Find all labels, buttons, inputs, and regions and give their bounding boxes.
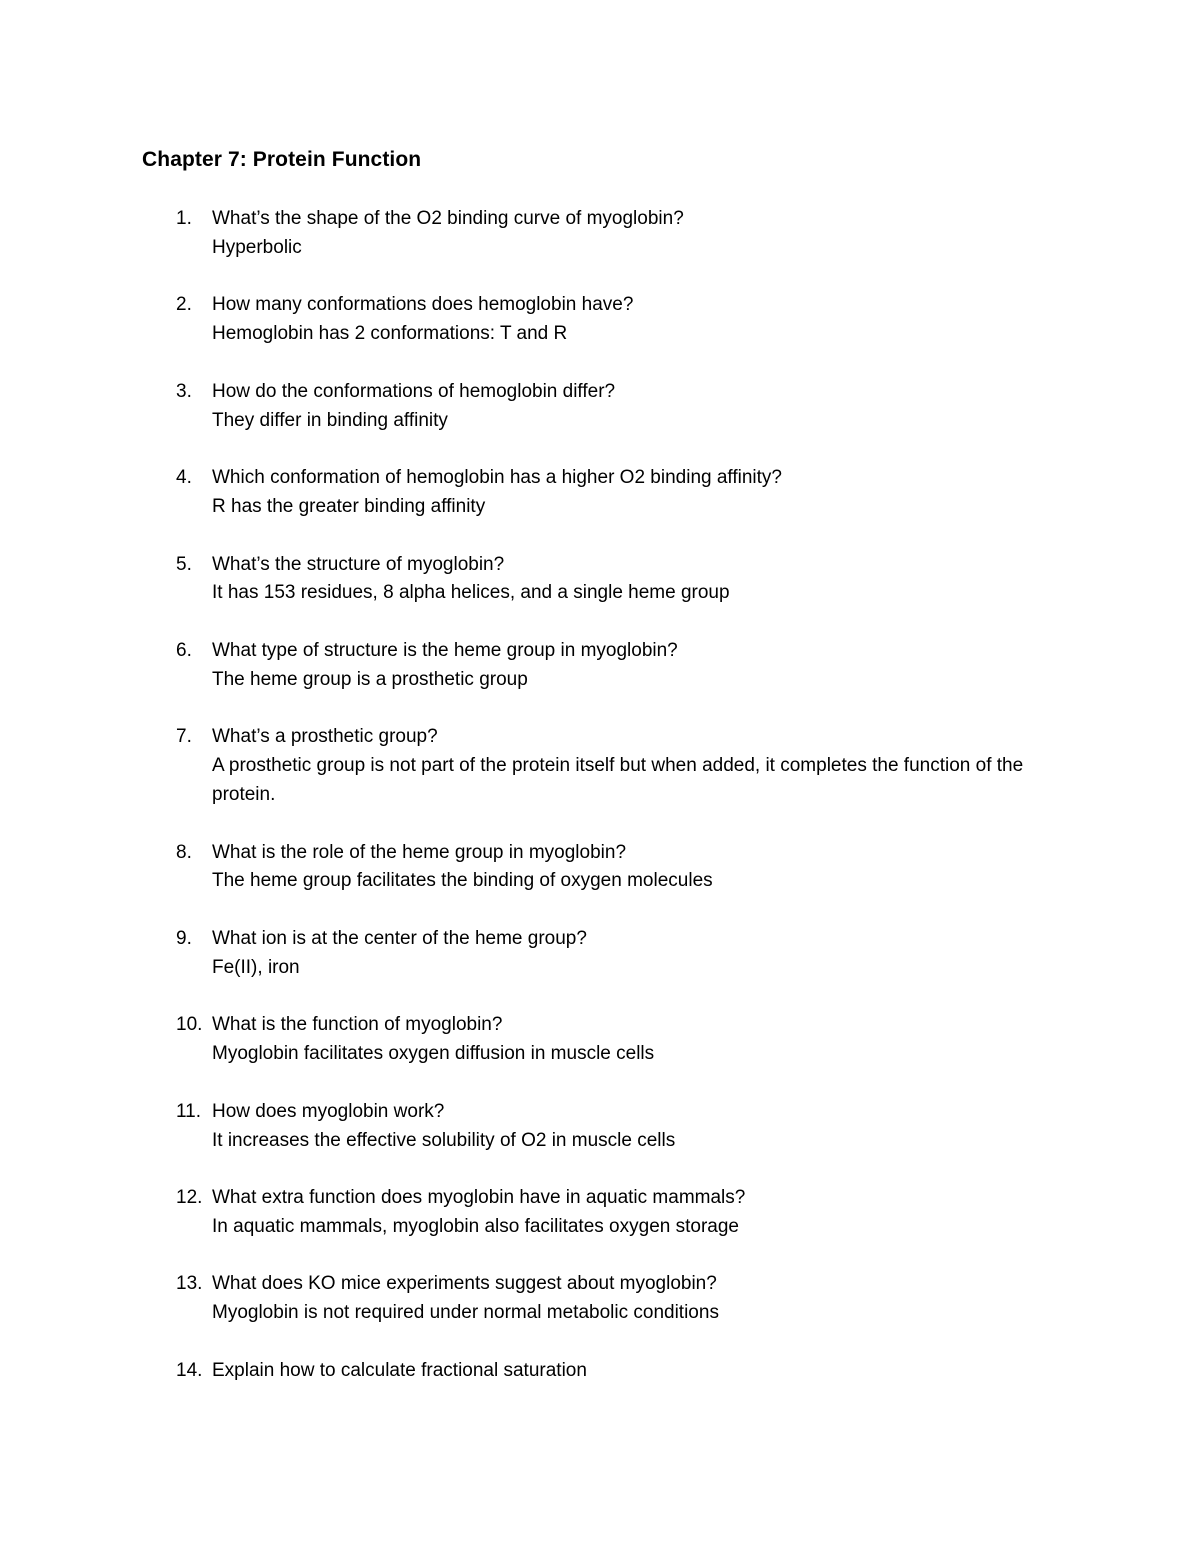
page-title: Chapter 7: Protein Function xyxy=(142,148,422,171)
question-number: 1. xyxy=(176,208,192,229)
question-item-13 xyxy=(142,1270,1042,1328)
question-text: What does KO mice experiments suggest about myoglobin? xyxy=(212,1273,717,1295)
question-text: Which conformation of hemoglobin has a higher O2 binding affinity? xyxy=(212,467,782,489)
question-number: 6. xyxy=(176,639,192,661)
question-text: What’s a prosthetic group? xyxy=(212,726,438,748)
question-text: What extra function does myoglobin have in aquatic mammals? xyxy=(212,1187,746,1209)
question-item-11 xyxy=(142,1098,1042,1156)
question-text: What type of structure is the heme group in myoglobin? xyxy=(212,639,678,661)
question-text: What ion is at the center of the heme group? xyxy=(212,927,587,949)
answer-text: The heme group facilitates the binding of oxygen molecules xyxy=(212,870,713,892)
question-item-3 xyxy=(142,378,1042,436)
question-text: How many conformations does hemoglobin have? xyxy=(212,294,634,316)
question-number: 10. xyxy=(176,1014,203,1036)
question-item-12 xyxy=(142,1184,1042,1242)
question-number: 4. xyxy=(176,467,192,489)
question-number: 5. xyxy=(176,553,192,575)
question-item-9 xyxy=(142,925,1042,983)
question-item-4 xyxy=(142,464,1042,522)
question-item-5 xyxy=(142,551,1042,609)
question-item-6 xyxy=(142,637,1042,695)
answer-text: Myoglobin is not required under normal metabolic conditions xyxy=(212,1302,719,1324)
question-number: 12. xyxy=(176,1187,203,1209)
question-text: What is the role of the heme group in myoglobin? xyxy=(212,841,627,863)
question-number: 2. xyxy=(176,294,192,316)
answer-text: It increases the effective solubility of O2 in muscle cells xyxy=(212,1129,676,1151)
question-item-14 xyxy=(142,1357,1042,1386)
answer-text: Fe(II), iron xyxy=(212,956,300,978)
answer-text: They differ in binding affinity xyxy=(212,409,448,431)
question-number: 9. xyxy=(176,927,192,949)
question-text: Explain how to calculate fractional saturation xyxy=(212,1359,587,1381)
answer-text: Hyperbolic xyxy=(212,236,302,258)
question-text: What is the function of myoglobin? xyxy=(212,1014,503,1036)
question-number: 14. xyxy=(176,1359,203,1381)
question-number: 13. xyxy=(176,1273,203,1295)
answer-text: It has 153 residues, 8 alpha helices, and a single heme group xyxy=(212,582,730,604)
question-item-10 xyxy=(142,1011,1042,1069)
question-item-8 xyxy=(142,839,1042,897)
answer-text: A prosthetic group is not part of the protein itself but when added, it completes the function of the protein. xyxy=(212,755,1024,805)
answer-text: In aquatic mammals, myoglobin also facilitates oxygen storage xyxy=(212,1215,739,1237)
question-text: What’s the shape of the O2 binding curve of myoglobin? xyxy=(212,208,684,229)
question-item-1 xyxy=(142,205,1042,263)
question-text: How do the conformations of hemoglobin differ? xyxy=(212,380,616,402)
answer-text: R has the greater binding affinity xyxy=(212,495,486,517)
question-number: 7. xyxy=(176,726,192,748)
question-text: How does myoglobin work? xyxy=(212,1100,445,1122)
question-number: 11. xyxy=(176,1100,202,1122)
question-item-7 xyxy=(142,723,1042,809)
answer-text: Hemoglobin has 2 conformations: T and R xyxy=(212,323,568,345)
question-number: 3. xyxy=(176,380,192,402)
answer-text: Myoglobin facilitates oxygen diffusion in muscle cells xyxy=(212,1043,655,1065)
question-item-2 xyxy=(142,291,1042,349)
question-text: What’s the structure of myoglobin? xyxy=(212,553,505,575)
answer-text: The heme group is a prosthetic group xyxy=(212,668,528,690)
question-number: 8. xyxy=(176,841,192,863)
question-list xyxy=(142,205,1042,1386)
